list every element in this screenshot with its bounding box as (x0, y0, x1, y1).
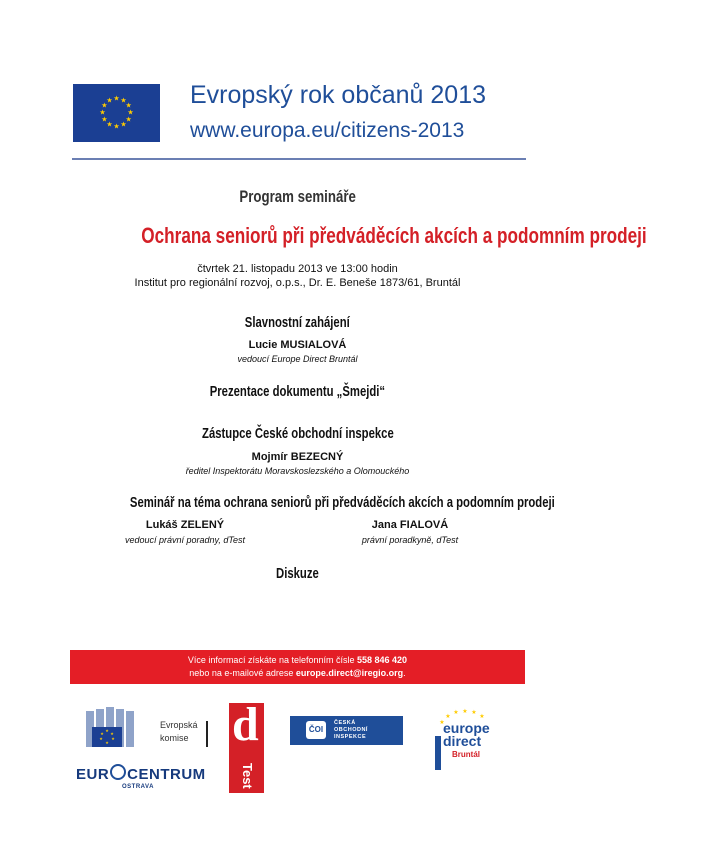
contact-phone[interactable]: 558 846 420 (357, 655, 408, 665)
header-divider (72, 158, 526, 160)
speaker-1-role: vedoucí právní poradny, dTest (124, 535, 246, 545)
svg-text:★: ★ (99, 108, 106, 117)
svg-text:★: ★ (105, 728, 109, 733)
svg-text:★: ★ (100, 731, 104, 736)
eurocentrum-star-icon (110, 764, 126, 780)
ec-name: Evropská komise (160, 720, 198, 743)
inspection-person: Mojmír BEZECNÝ (251, 451, 344, 463)
ed-bar-icon (435, 736, 441, 770)
svg-text:★: ★ (105, 740, 109, 745)
svg-text:★: ★ (445, 713, 451, 720)
coi-name: ČESKÁ OBCHODNÍ INSPEKCE (334, 720, 368, 740)
svg-text:★: ★ (125, 101, 132, 110)
speaker-2-role: právní poradkyně, dTest (361, 535, 459, 545)
inspection-role: ředitel Inspektorátu Moravskoslezského a Olomouckého (185, 466, 410, 476)
svg-text:★: ★ (453, 709, 459, 716)
eu-stars-icon (73, 84, 160, 142)
svg-text:★: ★ (101, 115, 108, 124)
contact-banner (70, 650, 525, 684)
svg-text:★: ★ (106, 120, 113, 129)
svg-text:★: ★ (462, 708, 468, 715)
header-url[interactable]: www.europa.eu/citizens-2013 (190, 119, 465, 142)
svg-text:★: ★ (106, 96, 113, 105)
opening-heading: Slavnostní zahájení (245, 315, 350, 331)
ec-divider (206, 721, 208, 747)
contact-line-phone: Více informací získáte na telefonním čísle 558 846 420 (187, 655, 408, 665)
section-presentation (70, 384, 525, 400)
speaker-1-person: Lukáš ZELENÝ (145, 519, 225, 531)
svg-text:★: ★ (127, 108, 134, 117)
program-label: Program semináře (239, 187, 356, 206)
svg-text:★: ★ (125, 115, 132, 124)
opening-role: vedoucí Europe Direct Bruntál (237, 354, 358, 364)
opening-person: Lucie MUSIALOVÁ (248, 339, 347, 351)
event-info (70, 262, 525, 290)
contact-line-email: nebo na e-mailové adrese europe.direct@iregio.org. (189, 668, 406, 678)
eu-flag-logo (73, 84, 160, 142)
svg-text:★: ★ (110, 731, 114, 736)
svg-text:★: ★ (479, 713, 485, 720)
coi-logo (290, 716, 403, 745)
inspection-heading: Zástupce České obchodní inspekce (201, 426, 394, 442)
contact-email[interactable]: europe.direct@iregio.org (295, 668, 404, 678)
discussion-heading: Diskuze (276, 566, 319, 582)
ed-city: Bruntál (452, 750, 480, 759)
section-discussion (70, 566, 525, 582)
eurocentrum-logo: EUR CENTRUM (76, 766, 206, 783)
header-title: Evropský rok občanů 2013 (190, 81, 487, 109)
europe-direct-logo (428, 708, 508, 778)
svg-text:★: ★ (111, 736, 115, 741)
event-date: čtvrtek 21. listopadu 2013 ve 13:00 hodin (197, 263, 398, 275)
svg-text:★: ★ (101, 101, 108, 110)
svg-text:★: ★ (99, 736, 103, 741)
svg-text:★: ★ (113, 122, 120, 131)
section-opening (70, 315, 525, 331)
seminar-heading: Seminář na téma ochrana seniorů při předváděcích akcích a podomním prodeji (129, 495, 555, 511)
speaker-2-person: Jana FIALOVÁ (371, 519, 449, 531)
section-seminar (70, 495, 555, 511)
ed-name: europe direct (443, 720, 490, 749)
european-commission-logo (82, 707, 212, 752)
presentation-heading: Prezentace dokumentu „Šmejdi“ (209, 384, 386, 400)
svg-text:★: ★ (439, 719, 445, 726)
dtest-logo: d Test (229, 703, 264, 793)
eurocentrum-city: OSTRAVA (122, 784, 154, 790)
program-title: Ochrana seniorů při předváděcích akcích a podomním prodeji (141, 223, 647, 248)
svg-text:★: ★ (113, 94, 120, 103)
svg-text:★: ★ (120, 96, 127, 105)
svg-text:★: ★ (120, 120, 127, 129)
coi-mark-icon: ČOI (306, 721, 326, 739)
ec-building-icon (82, 707, 158, 752)
section-inspection (70, 426, 525, 442)
svg-text:★: ★ (471, 709, 477, 716)
event-venue: Institut pro regionální rozvoj, o.p.s., Dr. E. Beneše 1873/61, Bruntál (134, 277, 461, 289)
